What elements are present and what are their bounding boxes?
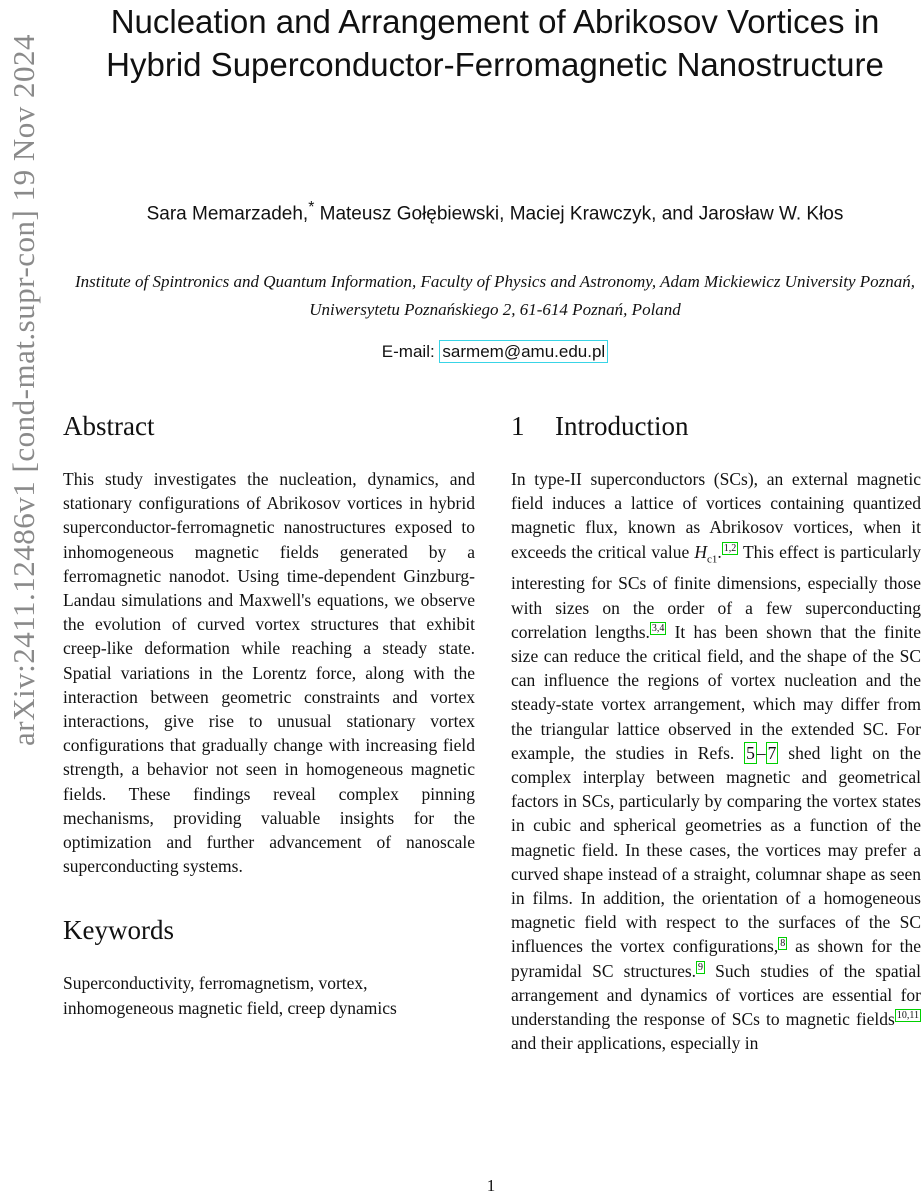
- introduction-paragraph: In type-II superconductors (SCs), an external magnetic field induces a lattice of vortices containing quantized magnetic flux, known as Abrikosov vortices, when it exceeds the critical value $H_{c1}$. $^{1,2}$ This effect is particularly interesting for SCs of finite dimensions, especially those with sizes on the order of a few superconducting correlation lengths. $^{3,4}$ It has been shown that the finite size can reduce the critical field, and the shape of the SC can influence the regions of vortex nucleation and the steady-state vortex arrangement, which may differ from the triangular lattice observed in the extended SC. For example, the studies in Refs. 5 – 7 shed light on the complex interplay between magnetic and geometrical factors in SCs, particularly by comparing the vortex states in cubic and spherical geometries as a function of the magnetic field. In these cases, the vortices may prefer a curved shape instead of a straight, columnar shape as seen in films. In addition, the orientation of a homogeneous magnetic field with respect to the surfaces of the SC influences the vortex configurations, $^8$ as shown for the pyramidal SC structures. $^9$ Such studies of the spatial arrangement and dynamics of vortices are essential for understanding the response of SCs to magnetic fields $^{10,11}$ and their applications, especially in: [511, 469, 921, 1054]
- abstract-heading: Abstract: [63, 411, 155, 441]
- email-label: E-mail:: [381, 342, 440, 361]
- intro-text-7: and their applications, especially in: [511, 1033, 759, 1054]
- corresponding-author-mark: *: [308, 199, 315, 216]
- keywords-heading: Keywords: [63, 915, 174, 946]
- affiliation: Institute of Spintronics and Quantum Information, Faculty of Physics and Astronomy, Adam Mickiewicz University Poznań, Uniwersytetu Poznańskiego 2, 61-614 Poznań, Poland: [75, 272, 915, 319]
- intro-text-5: as shown for the pyramidal SC structures.: [511, 936, 921, 981]
- citation-1-2[interactable]: 1,2: [723, 542, 737, 554]
- right-column: [511, 408, 921, 1055]
- author-list: [100, 192, 890, 229]
- co-authors: Mateusz Gołębiewski, Maciej Krawczyk, and Jarosław W. Kłos: [314, 203, 844, 225]
- intro-text-1: In type-II superconductors (SCs), an external magnetic field induces a lattice of vortices containing quantized magnetic flux, known as Abrikosov vortices, when it exceeds the critical value: [511, 469, 921, 562]
- page-number: 1: [486, 1176, 496, 1195]
- email-link[interactable]: sarmem@amu.edu.pl: [439, 340, 608, 363]
- hc1-subscript: c1: [706, 553, 718, 566]
- citation-7[interactable]: 7: [767, 742, 777, 763]
- paper-title: Nucleation and Arrangement of Abrikosov Vortices in Hybrid Superconductor-Ferromagnetic Nanostructure: [106, 3, 884, 83]
- left-column: [63, 408, 475, 1020]
- citation-range-dash: –: [756, 742, 766, 763]
- keywords-text: Superconductivity, ferromagnetism, vortex, inhomogeneous magnetic field, creep dynamics: [63, 973, 397, 1018]
- arxiv-identifier-stamp: [2, 34, 46, 746]
- citation-9[interactable]: 9: [698, 961, 704, 973]
- citation-8[interactable]: 8: [780, 937, 786, 949]
- intro-text-6: Such studies of the spatial arrangement and dynamics of vortices are essential for understanding the response of SCs to magnetic fields: [511, 960, 921, 1029]
- first-author: Sara Memarzadeh,: [146, 203, 309, 225]
- intro-text-3: It has been shown that the finite size can reduce the critical field, and the shape of the SC can influence the regions of vortex nucleation and the steady-state vortex arrangement, which may differ from the triangular lattice observed in the extended SC. For example, the studies in Refs.: [511, 621, 921, 763]
- section-title: Introduction: [555, 411, 689, 441]
- section-number: 1: [511, 411, 525, 441]
- citation-5[interactable]: 5: [746, 742, 755, 763]
- citation-3-4[interactable]: 3,4: [651, 622, 665, 634]
- citation-10-11[interactable]: 10,11: [896, 1010, 919, 1022]
- hc1-symbol: H: [694, 541, 707, 562]
- email-line: [100, 342, 890, 362]
- intro-text-4: shed light on the complex interplay between magnetic and geometrical factors in SCs, particularly by comparing the vortex states in cubic and spherical geometries as a function of the magnetic field. In these cases, the vortices may prefer a curved shape instead of a straight, columnar shape as seen in films. In addition, the orientation of a homogeneous magnetic field with respect to the surfaces of the SC influences the vortex configurations,: [511, 742, 921, 957]
- abstract-text: This study investigates the nucleation, dynamics, and stationary configurations of Abrikosov vortices in hybrid superconductor-ferromagnetic nanostructures exposed to inhomogeneous magnetic fields generated by a ferromagnetic nanodot. Using time-dependent Ginzburg-Landau simulations and Maxwell's equations, we observe the evolution of curved vortex structures that exhibit creep-like deformation while reaching a steady state. Spatial variations in the Lorentz force, along with the interaction between geometric constraints and vortex interactions, give rise to unusual stationary vortex configurations that gradually change with increasing field strength, a behavior not seen in homogeneous magnetic fields. These findings reveal complex pinning mechanisms, providing valuable insights for the optimization and further advancement of nanoscale superconducting systems.: [63, 469, 475, 877]
- introduction-heading: [511, 408, 921, 444]
- intro-text-2: This effect is particularly interesting for SCs of finite dimensions, especially those with sizes on the order of a few superconducting correlation lengths.: [511, 541, 921, 642]
- arxiv-identifier-text: arXiv:2411.12486v1 [cond-mat.supr-con] 19 Nov 2024: [6, 34, 41, 746]
